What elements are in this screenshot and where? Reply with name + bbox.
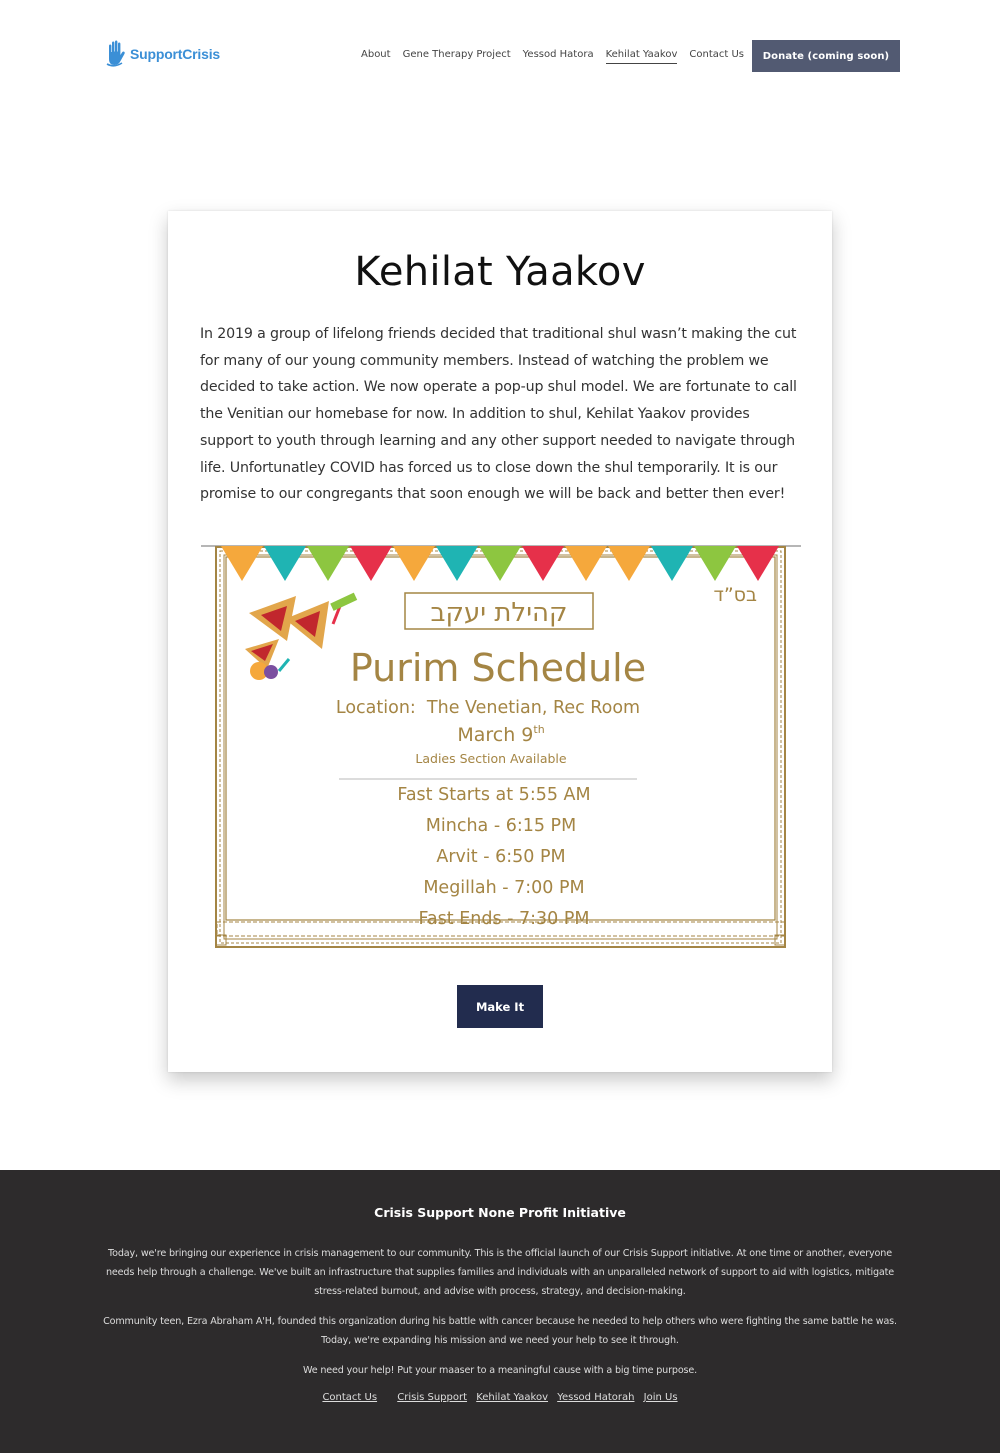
logo-text: SupportCrisis [130,46,220,62]
nav-contact-us[interactable]: Contact Us [689,49,745,60]
nav-kehilat-yaakov[interactable]: Kehilat Yaakov [606,49,678,64]
flyer-date-sup: th [533,723,545,736]
footer-title: Crisis Support None Profit Initiative [374,1205,626,1220]
site-footer [0,1170,1000,1453]
hamantaschen-icon [245,593,357,680]
footer-paragraph-appeal: We need your help! Put your maaser to a meaningful cause with a big time purpose. [302,1365,698,1376]
footer-paragraph-founder: Community teen, Ezra Abraham A'H, founded this organization during his battle with cancer because he needed to help others who were fighting the same battle he was. Today, we're expanding his mission and we need your help to see it through. [103,1316,897,1346]
flyer-ladies: Ladies Section Available [415,751,567,766]
schedule-fast-starts: Fast Starts at 5:55 AM [397,785,591,805]
donate-button[interactable]: Donate (coming soon) [752,40,900,72]
footer-link-contact-us[interactable]: Contact Us [322,1392,378,1403]
purim-schedule-flyer [201,541,801,951]
hebrew-title: קהילת יעקב [430,598,568,628]
svg-text:March 9th [457,723,544,746]
nav-about[interactable]: About [361,49,391,60]
main-nav [361,49,756,64]
schedule-arvit: Arvit - 6:50 PM [436,847,566,867]
footer-link-kehilat-yaakov[interactable]: Kehilat Yaakov [476,1392,549,1403]
content-card [168,211,832,1072]
site-logo[interactable] [105,40,220,68]
make-it-button[interactable]: Make It [457,985,543,1028]
schedule-mincha: Mincha - 6:15 PM [425,816,577,836]
flyer-location: Location: The Venetian, Rec Room [335,698,641,718]
footer-links [0,1392,1000,1403]
page-title: Kehilat Yaakov [354,249,646,295]
nav-yessod-hatora[interactable]: Yessod Hatora [522,49,594,60]
flyer-date: March 9 [457,724,534,746]
footer-link-yessod-hatorah[interactable]: Yessod Hatorah [557,1392,635,1403]
intro-paragraph: In 2019 a group of lifelong friends decided that traditional shul wasn’t making the cut for many of our young community members. Instead of watching the problem we decided to take action. We now operate a pop-up shul model. We are fortunate to call the Venitian our homebase for now. In addition to shul, Kehilat Yaakov provides support to youth through learning and any other support needed to navigate through life. Unfortunatley COVID has forced us to close down the shul temporarily. It is our promise to our congregants that soon enough we will be back and better then ever! [200,326,797,503]
schedule-megillah: Megillah - 7:00 PM [423,878,585,898]
flyer-heading: Purim Schedule [349,646,647,690]
site-header [0,0,1000,110]
schedule-fast-ends: Fast Ends - 7:30 PM [418,909,590,929]
hand-logo-icon [105,40,127,68]
footer-paragraph-intro: Today, we're bringing our experience in crisis management to our community. This is the official launch of our Crisis Support initiative. At one time or another, everyone needs help through a challenge. We've built an infrastructure that supplies families and individuals with an unparalleled network of support to aid with logistics, mitigate stress-related burnout, and advise with process, strategy, and decision-making. [105,1248,895,1297]
bsd-text: בס”ד [713,584,757,606]
footer-link-crisis-support[interactable]: Crisis Support [397,1392,468,1403]
nav-gene-therapy-project[interactable]: Gene Therapy Project [402,49,511,60]
footer-link-join-us[interactable]: Join Us [643,1392,678,1403]
